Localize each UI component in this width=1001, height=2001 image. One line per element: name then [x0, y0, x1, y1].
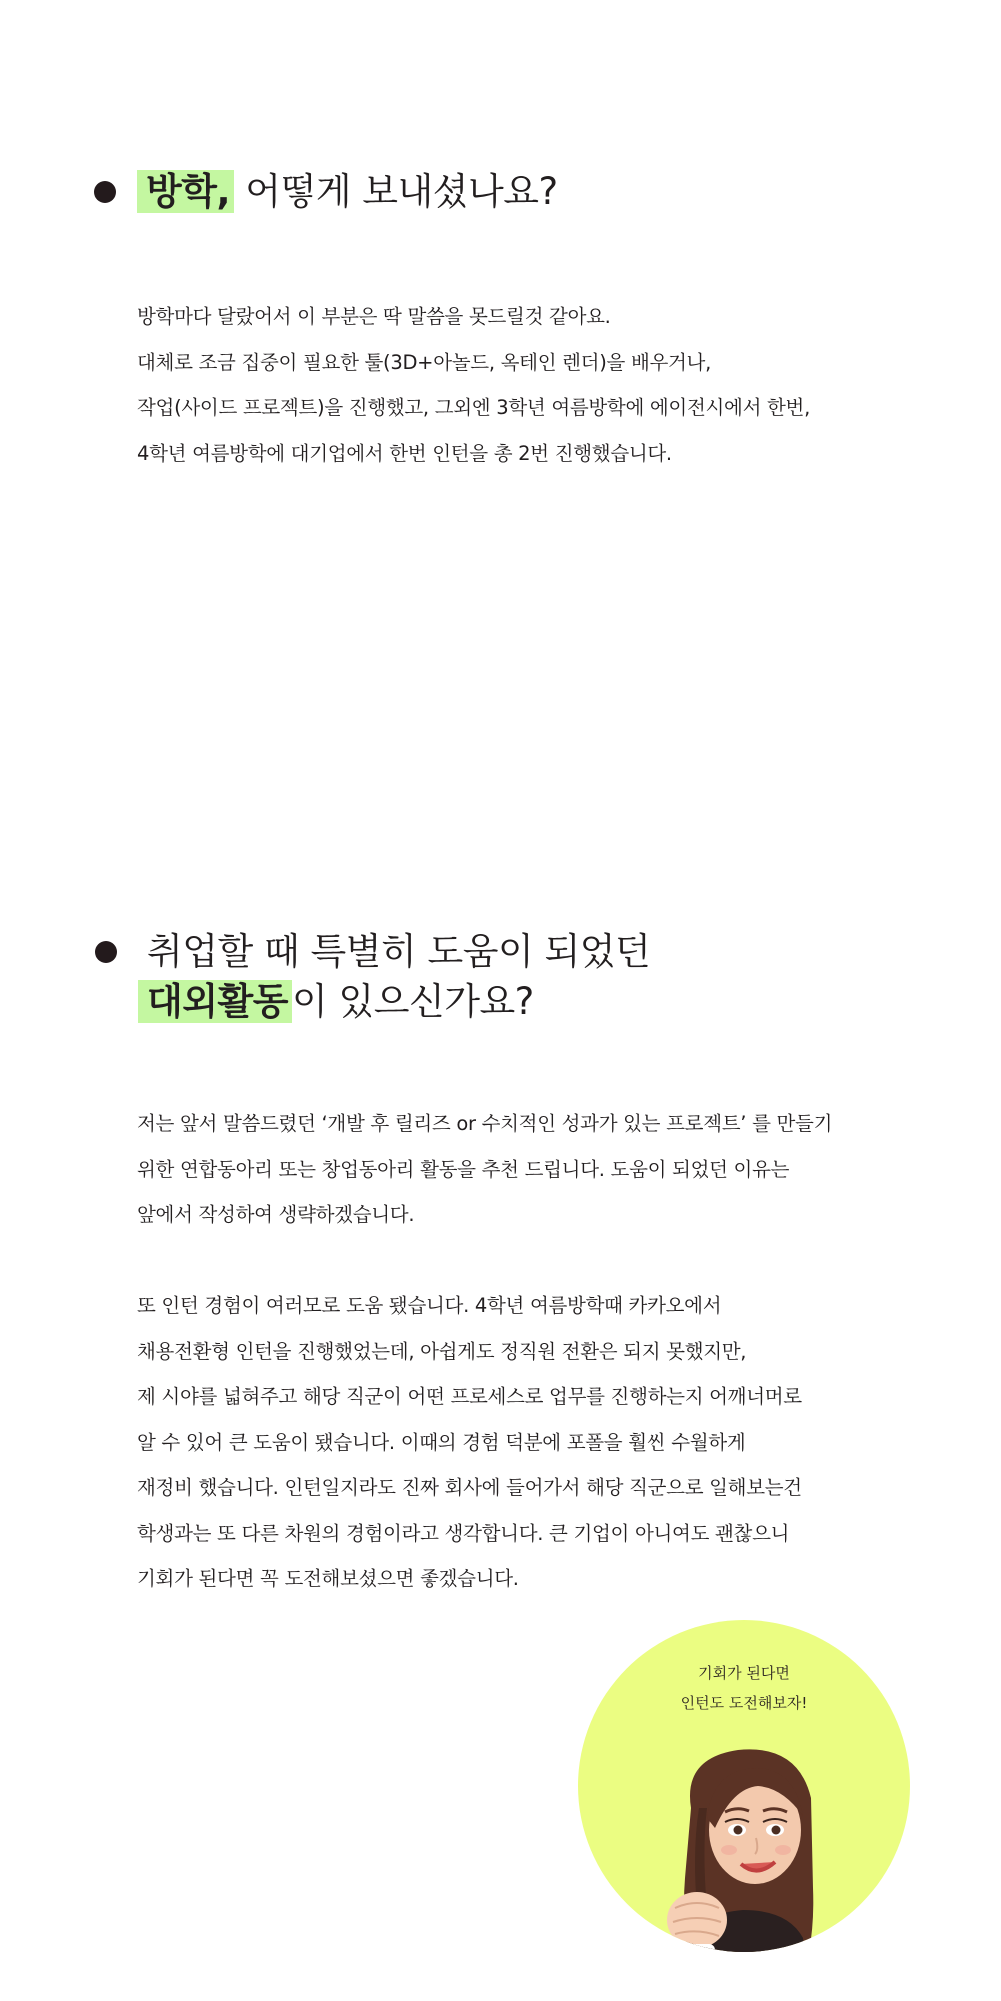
- encouragement-badge: [578, 1620, 910, 1952]
- paragraph-line: 재정비 했습니다. 인턴일지라도 진짜 회사에 들어가서 해당 직군으로 일해보는건: [137, 1476, 802, 1499]
- paragraph-line: 채용전환형 인턴을 진행했었는데, 아쉽게도 정직원 전환은 되지 못했지만,: [137, 1339, 747, 1363]
- answer-paragraph: [137, 294, 917, 476]
- question-heading-line1: 취업할 때 특별히 도움이 되었던: [147, 930, 651, 973]
- paragraph-line: 위한 연합동아리 또는 창업동아리 활동을 추천 드립니다. 도움이 되었던 이유는: [137, 1157, 790, 1181]
- bullet-icon: [94, 181, 116, 203]
- paragraph-line: 또 인턴 경험이 여러모로 도움 됐습니다. 4학년 여름방학때 카카오에서: [137, 1294, 722, 1317]
- avatar-fist-icon: [663, 1738, 833, 1952]
- badge-text-line1: 기회가 된다면: [698, 1664, 790, 1682]
- question-highlight: 방학,: [137, 170, 234, 213]
- paragraph-line: 제 시야를 넓혀주고 해당 직군이 어떤 프로세스로 업무를 진행하는지 어깨너머로: [137, 1385, 802, 1408]
- question-rest: 어떻게 보내셨나요?: [234, 170, 558, 213]
- badge-text-line2: 인턴도 도전해보자!: [680, 1694, 808, 1712]
- answer-paragraph-1: [137, 1101, 917, 1238]
- question-heading: [146, 166, 558, 218]
- paragraph-line: 4학년 여름방학에 대기업에서 한번 인턴을 총 2번 진행했습니다.: [137, 441, 672, 465]
- paragraph-line: 저는 앞서 말씀드렸던 ‘개발 후 릴리즈 or 수치적인 성과가 있는 프로젝트’ 를 만들기: [137, 1112, 833, 1135]
- paragraph-line: 방학마다 달랐어서 이 부분은 딱 말씀을 못드릴것 같아요.: [137, 305, 611, 328]
- paragraph-line: 알 수 있어 큰 도움이 됐습니다. 이때의 경험 덕분에 포폴을 훨씬 수월하게: [137, 1430, 746, 1454]
- question-heading-line2: [147, 976, 534, 1028]
- question-rest: 이 있으신가요?: [291, 980, 534, 1023]
- paragraph-line: 작업(사이드 프로젝트)을 진행했고, 그외엔 3학년 여름방학에 에이전시에서 한번,: [137, 396, 810, 419]
- paragraph-line: 대체로 조금 집중이 필요한 툴(3D+아놀드, 옥테인 렌더)을 배우거나,: [137, 350, 711, 374]
- paragraph-line: 학생과는 또 다른 차원의 경험이라고 생각합니다. 큰 기업이 아니여도 괜찮으니: [137, 1521, 790, 1545]
- paragraph-line: 앞에서 작성하여 생략하겠습니다.: [137, 1203, 415, 1226]
- answer-paragraph-2: [137, 1283, 917, 1602]
- paragraph-line: 기회가 된다면 꼭 도전해보셨으면 좋겠습니다.: [137, 1567, 519, 1590]
- bullet-icon: [95, 941, 117, 963]
- question-highlight: 대외활동: [138, 980, 292, 1023]
